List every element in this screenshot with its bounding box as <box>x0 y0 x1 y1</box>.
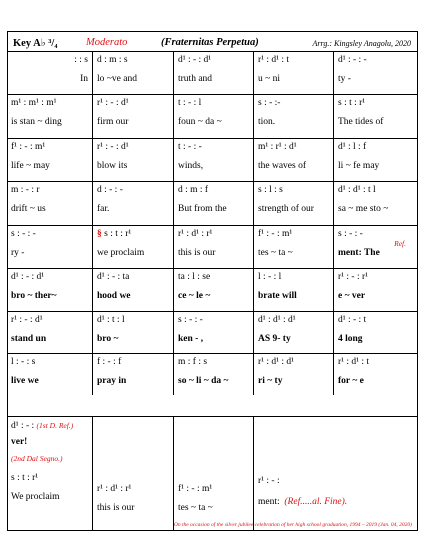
score-cell <box>253 139 333 181</box>
score-cell <box>7 95 92 138</box>
score-cell <box>333 182 418 225</box>
lyric-line: ment: (Ref.....al. Fine). <box>258 496 348 507</box>
tempo-marking: Moderato <box>86 37 128 48</box>
note-line: d¹ : t : l <box>97 315 125 325</box>
note-line: m¹ : r¹ : d¹ <box>258 142 297 152</box>
final-cell-1 <box>7 417 92 531</box>
lyric-line: tes ~ ta ~ <box>178 502 213 513</box>
lyric-line: u ~ ni <box>258 73 281 84</box>
score-cell <box>7 52 92 94</box>
note-line: d¹ : - : (1st D. Ref.) <box>11 421 74 431</box>
note-line: m : - : r <box>11 185 40 195</box>
score-cell <box>333 354 418 395</box>
note-line: d¹ : d¹ : d¹ <box>258 315 296 325</box>
score-cell <box>92 182 173 225</box>
score-cell <box>173 269 253 311</box>
note-line: t : - : - <box>178 142 202 152</box>
note-line: : : s <box>74 55 88 65</box>
lyric-line: bro ~ ther~ <box>11 290 57 301</box>
note-line: t : - : l <box>178 98 202 108</box>
note-line: r¹ : d¹ : t <box>338 357 370 367</box>
score-cell <box>7 139 92 181</box>
score-cell <box>253 269 333 311</box>
lyric-line: ty - <box>338 73 351 84</box>
score-cell <box>92 312 173 353</box>
score-cell <box>92 139 173 181</box>
lyric-line: firm our <box>97 116 129 127</box>
note-line: ta : l : se <box>178 272 211 282</box>
score-cell <box>92 95 173 138</box>
lyric-line: In <box>80 73 88 84</box>
footer-note: On the occasion of the silver jubilee celebration of her high school graduation, 1994 – 2019 (Jan. 04, 2020) <box>173 522 412 528</box>
score-cell <box>7 226 92 268</box>
note-line: s : - : - <box>338 229 363 239</box>
note-line: d : - : - <box>97 185 123 195</box>
score-cell <box>7 354 92 395</box>
lyric-line: ver! <box>11 436 28 447</box>
note-line: d¹ : - : - <box>338 55 367 65</box>
note-line: m¹ : m¹ : m¹ <box>11 98 57 108</box>
lyric-line: winds, <box>178 160 204 171</box>
score-row <box>7 138 418 181</box>
lyric-line: this is our <box>97 502 135 513</box>
note-line: r¹ : - : r¹ <box>338 272 368 282</box>
note-line: d¹ : - : d¹ <box>11 272 45 282</box>
note-line: s : - : - <box>11 229 36 239</box>
score-cell <box>7 269 92 311</box>
score-cell <box>173 52 253 94</box>
score-row <box>7 353 418 395</box>
lyric-line: e ~ ver <box>338 290 366 301</box>
lyric-line: But from the <box>178 203 227 214</box>
arranger: Arrg.: Kingsley Anagolu, 2020 <box>312 39 411 48</box>
lyric-line: We proclaim <box>11 491 60 502</box>
song-title: (Fraternitas Perpetua) <box>161 37 259 48</box>
lyric-line: stand un <box>11 333 47 344</box>
lyric-line: pray in <box>97 375 127 386</box>
lyric-line: blow its <box>97 160 128 171</box>
score-row <box>7 225 418 268</box>
note-line: r¹ : - : d¹ <box>11 315 43 325</box>
note-line: l : - : s <box>11 357 36 367</box>
note-line: s : l : s <box>258 185 283 195</box>
lyric-line: ce ~ le ~ <box>178 290 211 301</box>
note-line: f¹ : - : m¹ <box>178 484 213 494</box>
score-cell <box>333 139 418 181</box>
note-line: d : m : f <box>178 185 209 195</box>
segno-sign: § <box>97 229 102 239</box>
note-line: m : f : s <box>178 357 208 367</box>
lyric-line: we proclaim <box>97 247 145 258</box>
lyric-line: brate will <box>258 290 297 301</box>
lyric-line: so ~ li ~ da ~ <box>178 375 229 386</box>
note-line: § s : t : r¹ <box>97 229 132 239</box>
score-cell <box>92 226 173 268</box>
header <box>8 32 417 52</box>
lyric-line: life ~ may <box>11 160 50 171</box>
note-line: d¹ : - : t <box>338 315 367 325</box>
note-line: d¹ : - : ta <box>97 272 130 282</box>
score-cell <box>253 95 333 138</box>
lyric-line: bro ~ <box>97 333 119 344</box>
lyric-line: tion. <box>258 116 276 127</box>
lyric-line: 4 long <box>338 333 363 344</box>
first-ref: (1st D. Ref.) <box>36 421 74 430</box>
score-cell <box>173 312 253 353</box>
final-cell-2 <box>92 417 173 531</box>
note-line: f¹ : - : m¹ <box>11 142 46 152</box>
lyric-line: truth and <box>178 73 213 84</box>
score-cell <box>7 182 92 225</box>
lyric-line: ri ~ ty <box>258 375 283 386</box>
score-row <box>7 181 418 225</box>
dal-segno: (2nd Dal Segno.) <box>11 453 63 463</box>
lyric-line: drift ~ us <box>11 203 46 214</box>
score-cell <box>92 269 173 311</box>
lyric-line: hood we <box>97 290 131 301</box>
lyric-line: the waves of <box>258 160 307 171</box>
score-cell <box>253 354 333 395</box>
score-cell <box>253 226 333 268</box>
note-line: r¹ : d¹ : t <box>258 55 290 65</box>
score-row <box>7 51 418 94</box>
lyric-line: ment: The <box>338 247 380 258</box>
note-line: s : - :- <box>258 98 281 108</box>
ref-mark: Ref. <box>394 239 406 248</box>
lyric-line: lo ~ve and <box>97 73 137 84</box>
note-line: l : - : l <box>258 272 282 282</box>
final-cell-4 <box>253 417 418 531</box>
note-line: d : m : s <box>97 55 128 65</box>
score-cell <box>333 95 418 138</box>
score-cell <box>173 139 253 181</box>
score-cell <box>333 312 418 353</box>
lyric-line: far. <box>97 203 110 214</box>
note-line: f : - : f <box>97 357 122 367</box>
final-cell-3 <box>173 417 253 531</box>
note-line: s : t : r¹ <box>11 472 39 483</box>
score-cell <box>333 52 418 94</box>
note-line: f¹ : - : m¹ <box>258 229 293 239</box>
note-line: r¹ : - : <box>258 476 280 486</box>
note-line: d¹ : l : f <box>338 142 367 152</box>
score-cell <box>173 354 253 395</box>
note-line: r¹ : d¹ : r¹ <box>178 229 213 239</box>
score-cell <box>92 52 173 94</box>
score-row <box>7 311 418 353</box>
lyric-line: strength of our <box>258 203 314 214</box>
lyric-line: ry - <box>11 247 25 258</box>
note-line: r¹ : d¹ : d¹ <box>258 357 294 367</box>
score-cell <box>7 312 92 353</box>
score-cell <box>173 182 253 225</box>
lyric-line: sa ~ me sto ~ <box>338 203 389 214</box>
ref-fine: (Ref.....al. Fine). <box>284 496 348 507</box>
note-line: s : - : - <box>178 315 203 325</box>
lyric-line: this is our <box>178 247 216 258</box>
score-cell <box>173 226 253 268</box>
score-cell <box>253 312 333 353</box>
lyric-line: ken - , <box>178 333 204 344</box>
lyric-line: is stan ~ ding <box>11 116 62 127</box>
lyric-line: for ~ e <box>338 375 364 386</box>
note-line: r¹ : - : d¹ <box>97 98 129 108</box>
note-line: d¹ : d¹ : t l <box>338 185 376 195</box>
lyric-line: live we <box>11 375 39 386</box>
score-cell <box>92 354 173 395</box>
score-cell <box>333 269 418 311</box>
score-row <box>7 268 418 311</box>
score-row <box>7 94 418 138</box>
lyric-line: foun ~ da ~ <box>178 116 222 127</box>
key-signature: Key A♭ ³/₄ <box>13 38 58 49</box>
score-cell <box>253 52 333 94</box>
lyric-line: tes ~ ta ~ <box>258 247 293 258</box>
score-cell <box>253 182 333 225</box>
lyric-line: li ~ fe may <box>338 160 380 171</box>
note-line: s : t : r¹ <box>338 98 366 108</box>
final-row <box>7 416 418 531</box>
lyric-line: AS 9- ty <box>258 333 291 344</box>
score-cell <box>173 95 253 138</box>
lyric-line: The tides of <box>338 116 384 127</box>
note-line: r¹ : - : d¹ <box>97 142 129 152</box>
note-line: r¹ : d¹ : r¹ <box>97 484 132 494</box>
note-line: d¹ : - : d¹ <box>178 55 212 65</box>
score-cell <box>333 226 418 268</box>
